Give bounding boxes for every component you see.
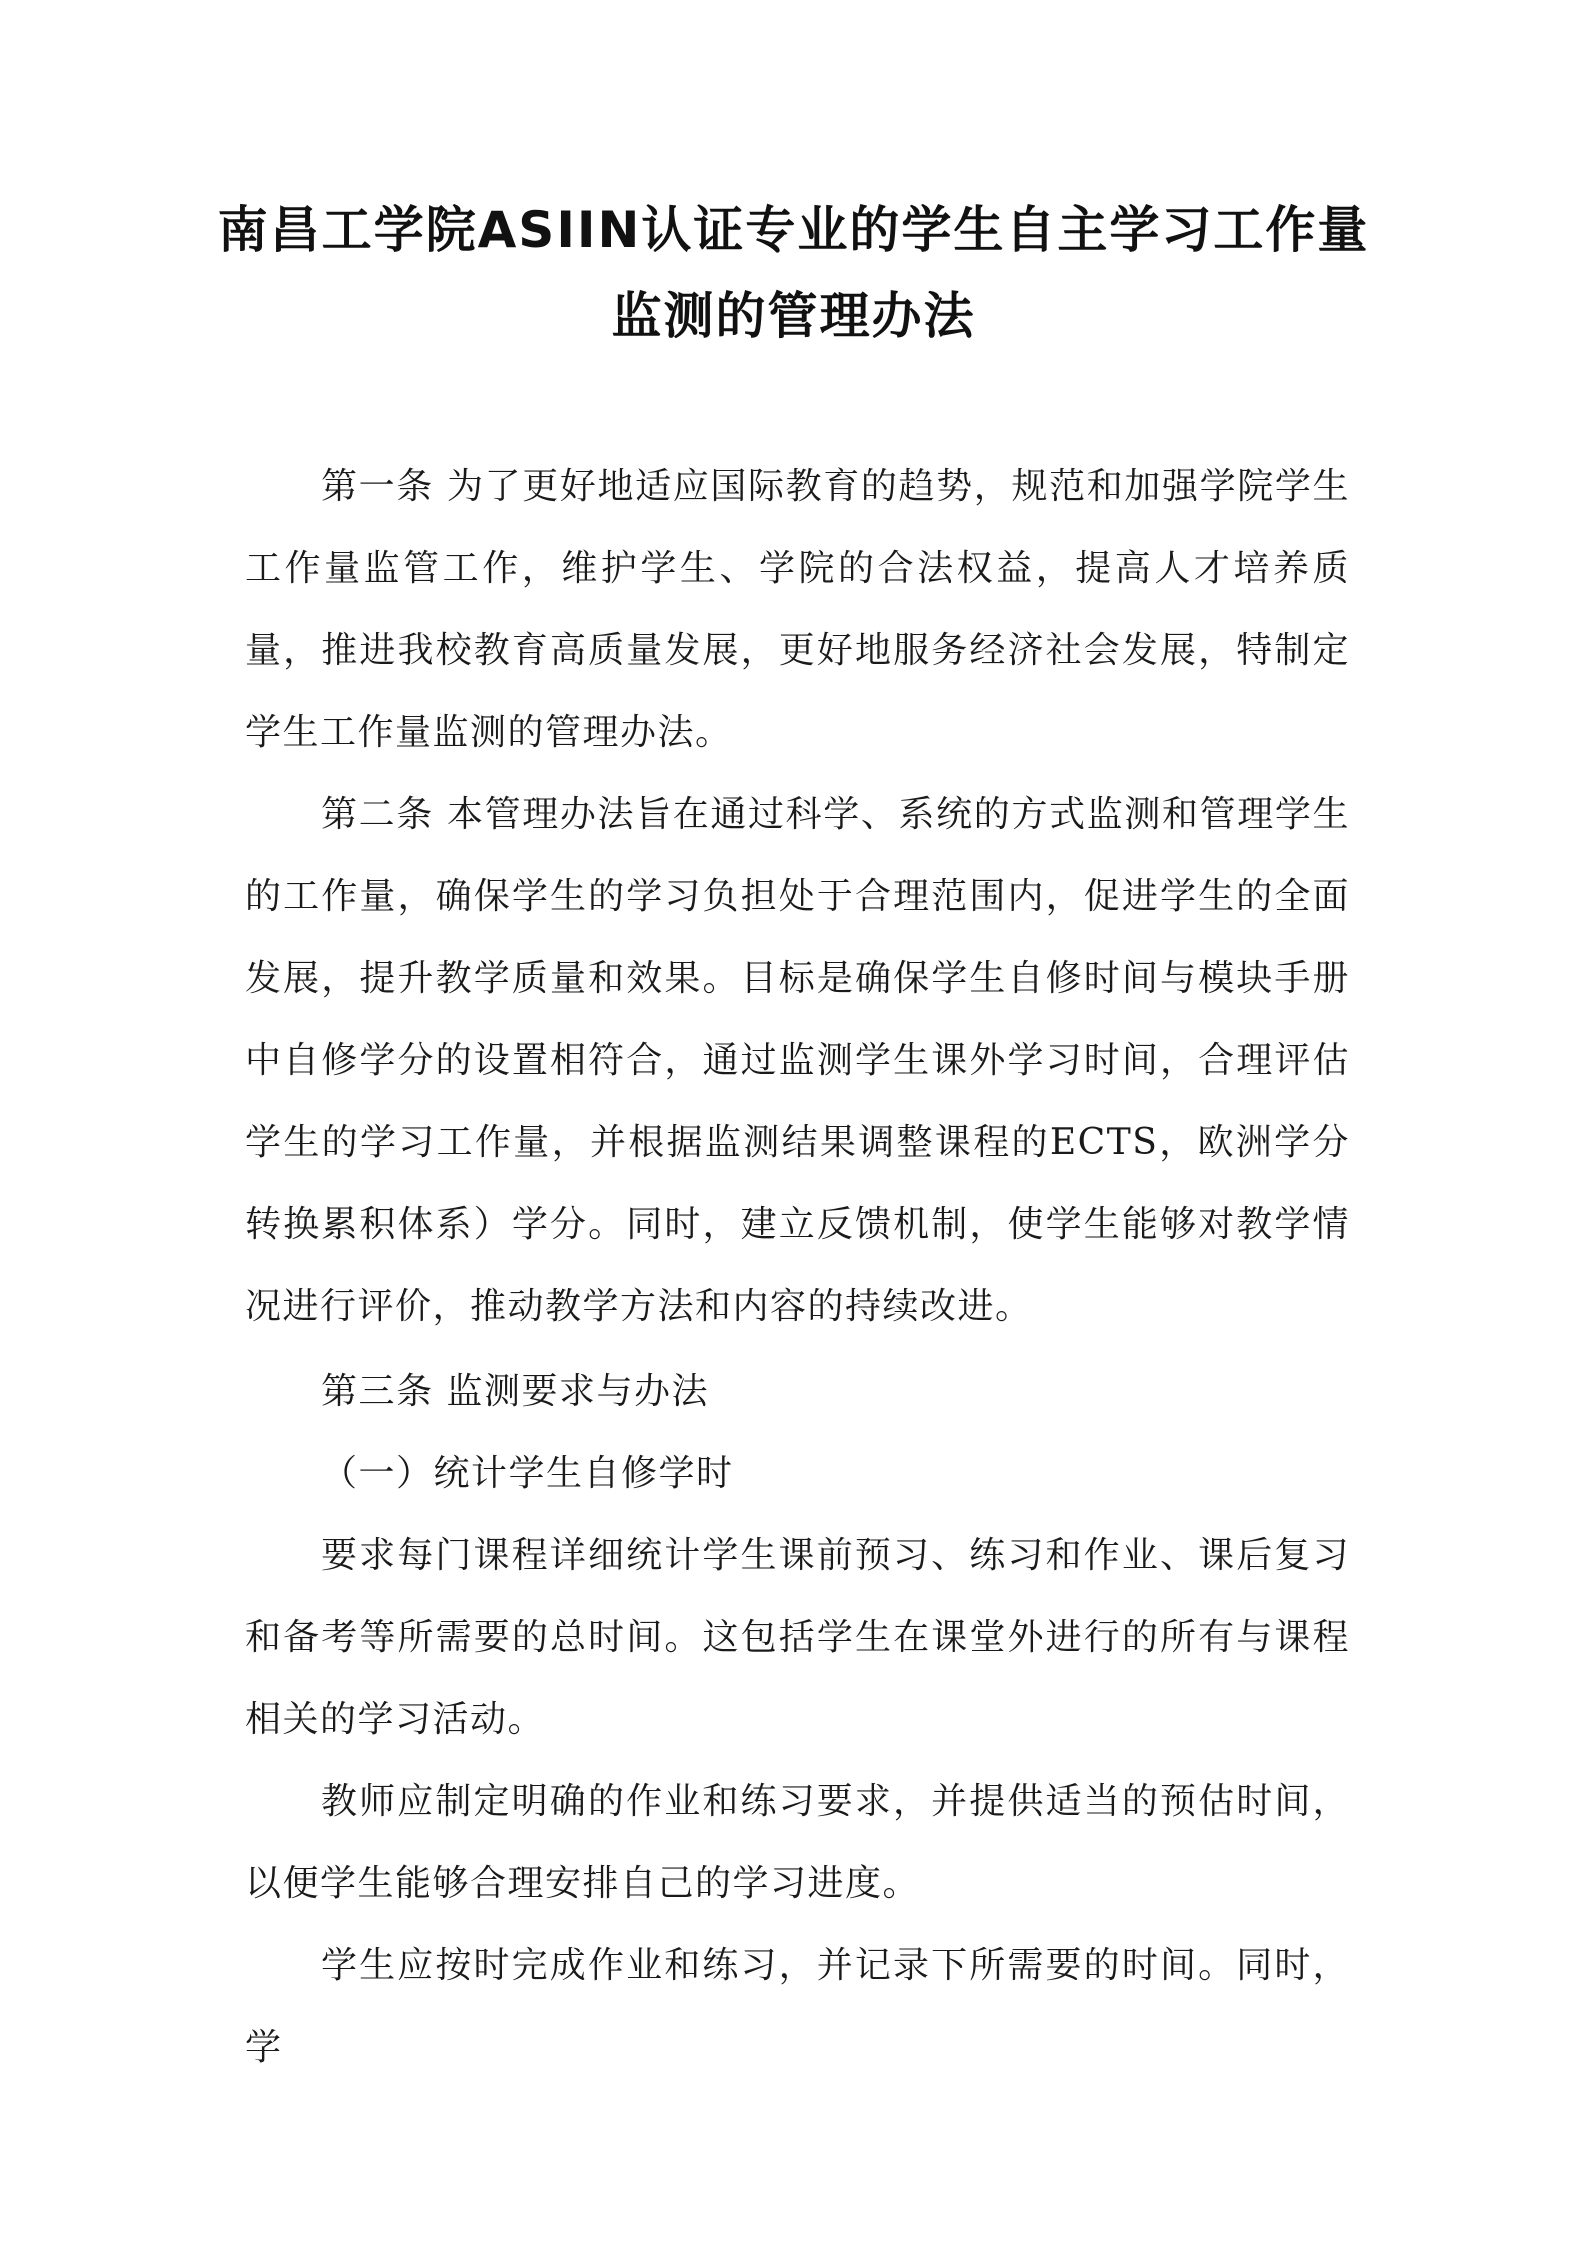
document-title-line-2: 监测的管理办法 — [611, 287, 976, 345]
document-title-line-1: 南昌工学院ASIIN认证专业的学生自主学习工作量 — [217, 201, 1370, 259]
body-paragraph: 学生应按时完成作业和练习，并记录下所需要的时间。同时，学 — [245, 1945, 1350, 2068]
section-1-heading: （一）统计学生自修学时 — [321, 1453, 734, 1494]
article-1-paragraph: 第一条 为了更好地适应国际教育的趋势，规范和加强学院学生工作量监管工作，维护学生、学院的合法权益，提高人才培养质量，推进我校教育高质量发展，更好地服务经济社会发展，特制定学生工作量监测的管理办法。 — [245, 466, 1350, 753]
article-3-heading: 第三条 监测要求与办法 — [321, 1371, 709, 1412]
body-paragraph: 要求每门课程详细统计学生课前预习、练习和作业、课后复习和备考等所需要的总时间。这包括学生在课堂外进行的所有与课程相关的学习活动。 — [245, 1535, 1350, 1740]
body-paragraph: 教师应制定明确的作业和练习要求，并提供适当的预估时间，以便学生能够合理安排自己的学习进度。 — [245, 1781, 1350, 1904]
article-2-paragraph: 第二条 本管理办法旨在通过科学、系统的方式监测和管理学生的工作量，确保学生的学习负担处于合理范围内，促进学生的全面发展，提升教学质量和效果。目标是确保学生自修时间与模块手册中自修学分的设置相符合，通过监测学生课外学习时间，合理评估学生的学习工作量，并根据监测结果调整课程的ECTS，欧洲学分转换累积体系）学分。同时，建立反馈机制，使学生能够对教学情况进行评价，推动教学方法和内容的持续改进。 — [245, 794, 1350, 1327]
